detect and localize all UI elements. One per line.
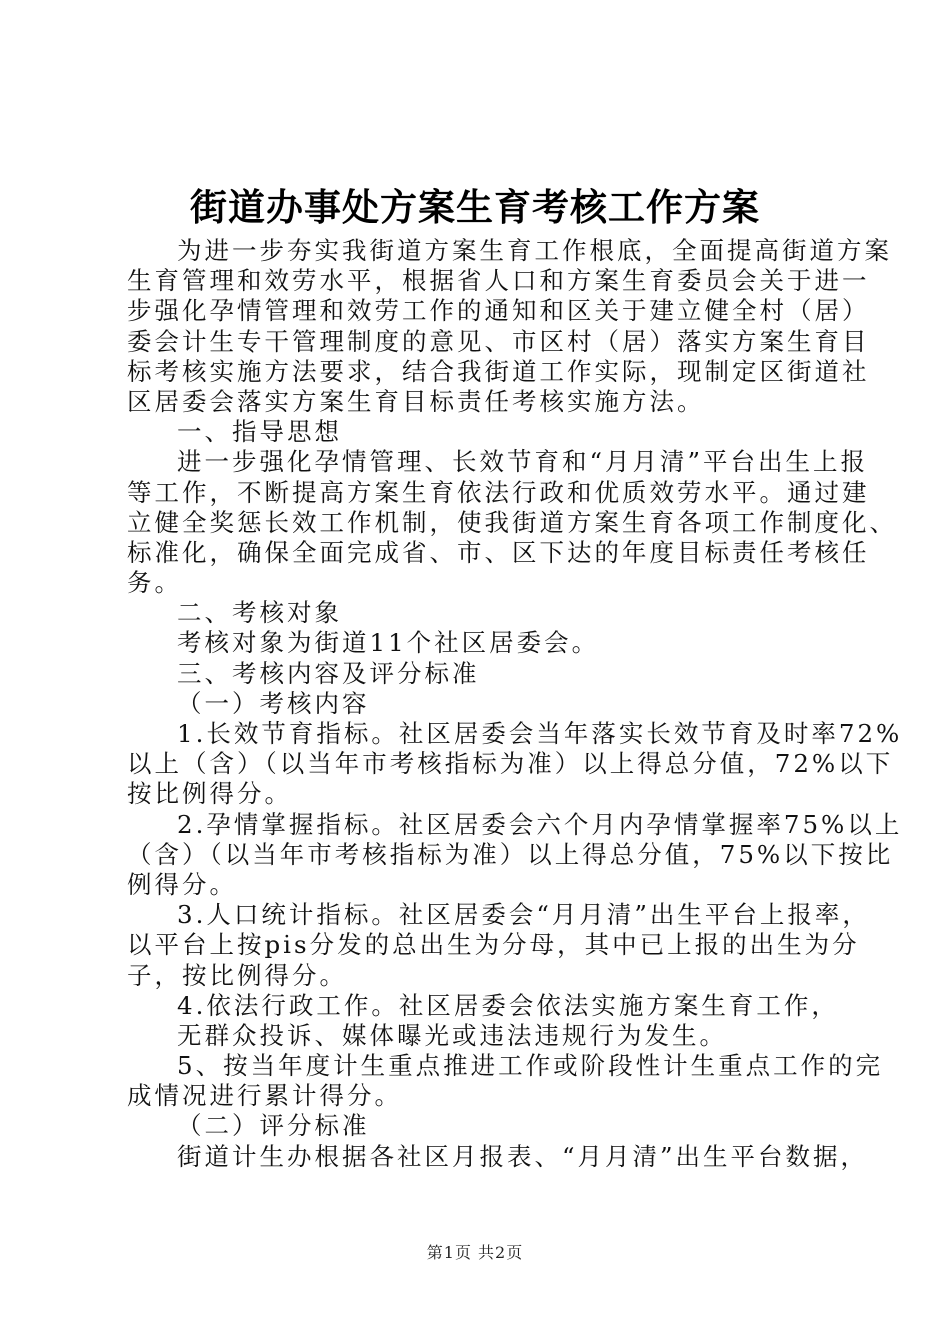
page-footer: 第1页 共2页 — [426, 1243, 524, 1262]
paragraph-line: 无群众投诉、媒体曝光或违法违规行为发生。 — [177, 1020, 727, 1050]
paragraph-line: 1.长效节育指标。社区居委会当年落实长效节育及时率72% — [177, 719, 903, 748]
paragraph-line: 立健全奖惩长效工作机制，使我街道方案生育各项工作制度化、 — [127, 507, 897, 537]
paragraph-line: 生育管理和效劳水平，根据省人口和方案生育委员会关于进一 — [127, 266, 870, 296]
paragraph-line: 务。 — [127, 568, 182, 598]
paragraph-line: 三、考核内容及评分标准 — [177, 658, 480, 688]
document-body — [127, 236, 903, 1172]
paragraph-line: 例得分。 — [127, 869, 237, 899]
paragraph-line: 以上（含）（以当年市考核指标为准）以上得总分值，72%以下 — [127, 749, 894, 779]
paragraph-line: 街道计生办根据各社区月报表、“月月清”出生平台数据， — [177, 1141, 869, 1171]
paragraph-line: 为进一步夯实我街道方案生育工作根底，全面提高街道方案 — [177, 236, 892, 265]
paragraph-line: 5、按当年度计生重点推进工作或阶段性计生重点工作的完 — [177, 1051, 884, 1081]
paragraph-line: （一）考核内容 — [177, 688, 370, 718]
paragraph-line: 以平台上按pis分发的总出生为分母，其中已上报的出生为分 — [127, 930, 860, 960]
paragraph-line: 等工作，不断提高方案生育依法行政和优质效劳水平。通过建 — [127, 477, 870, 507]
paragraph-line: 4.依法行政工作。社区居委会依法实施方案生育工作， — [177, 990, 839, 1020]
paragraph-line: 子，按比例得分。 — [127, 960, 347, 990]
paragraph-line: 标准化，确保全面完成省、市、区下达的年度目标责任考核任 — [127, 537, 870, 567]
paragraph-line: （二）评分标准 — [177, 1111, 370, 1141]
paragraph-line: 区居委会落实方案生育目标责任考核实施方法。 — [127, 386, 705, 416]
paragraph-line: 进一步强化孕情管理、长效节育和“月月清”平台出生上报 — [177, 447, 869, 477]
paragraph-line: 3.人口统计指标。社区居委会“月月清”出生平台上报率， — [177, 900, 870, 930]
paragraph-line: 成情况进行累计得分。 — [127, 1081, 402, 1111]
paragraph-line: 按比例得分。 — [127, 779, 292, 809]
paragraph-line: 一、指导思想 — [177, 417, 342, 447]
paragraph-line: （含）（以当年市考核指标为准）以上得总分值，75%以下按比 — [127, 839, 894, 869]
paragraph-line: 标考核实施方法要求，结合我街道工作实际，现制定区街道社 — [127, 356, 870, 386]
paragraph-line: 委会计生专干管理制度的意见、市区村（居）落实方案生育目 — [127, 326, 870, 356]
paragraph-line: 2.孕情掌握指标。社区居委会六个月内孕情掌握率75%以上 — [177, 809, 903, 839]
paragraph-line: 步强化孕情管理和效劳工作的通知和区关于建立健全村（居） — [127, 296, 870, 326]
paragraph-line: 二、考核对象 — [177, 598, 342, 628]
paragraph-line: 考核对象为街道11个社区居委会。 — [177, 628, 600, 658]
document-title: 街道办事处方案生育考核工作方案 — [190, 186, 760, 229]
